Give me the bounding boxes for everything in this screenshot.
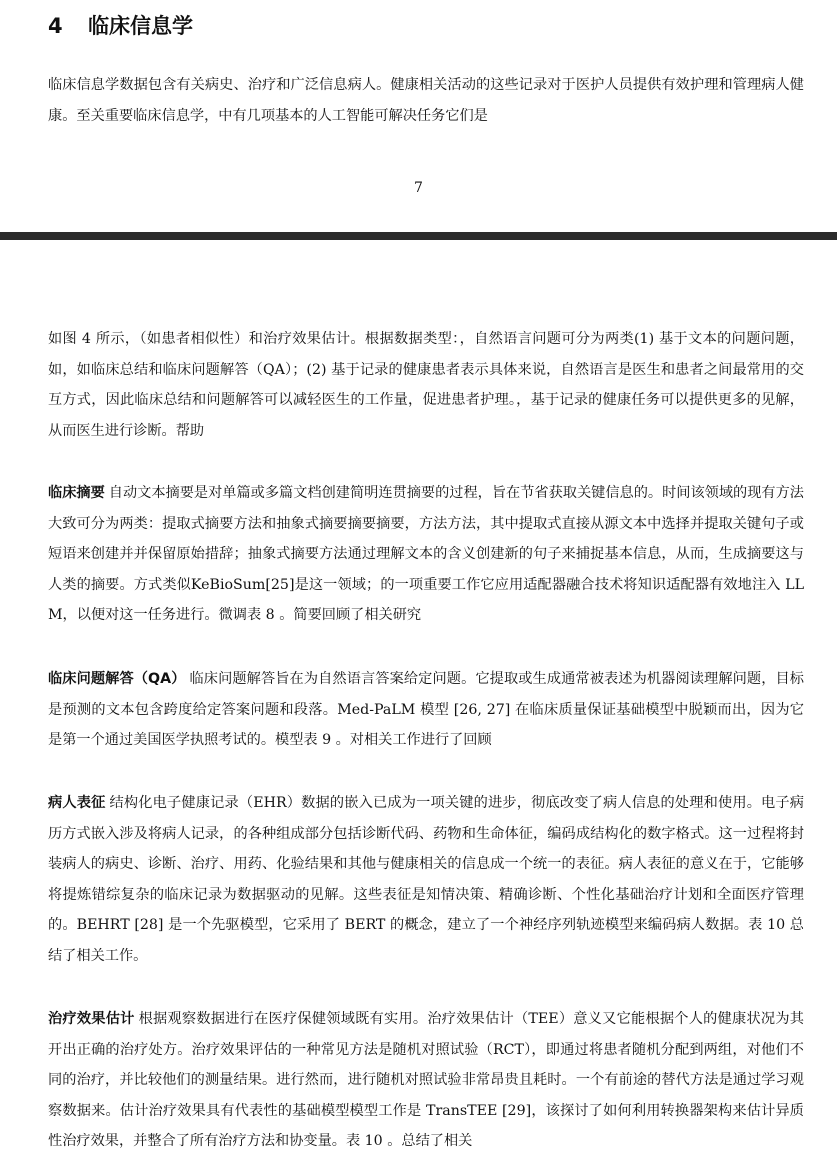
paragraph-body: 自动文本摘要是对单篇或多篇文档创建简明连贯摘要的过程，旨在节省获取关键信息的。时间该领域的现有方法大致可分为两类：提取式摘要方法和抽象式摘要摘要摘要，方法方法，其中提取式直接从源文本中选择并提取关键句子或短语来创建并并保留原始措辞；抽象式摘要方法通过理解文本的含义创建新的句子来捕捉基本信息，从而，生成摘要这与人类的摘要。方式类似KeBioSum[25]是这一领域；的一项重要工作它应用适配器融合技术将知识适配器有效地注入 LLM，以便对这一任务进行。微调表 8 。简要回顾了相关研究 xyxy=(48,485,804,623)
paragraph-lead: 治疗效果估计 xyxy=(48,1011,135,1027)
page-top xyxy=(0,0,837,232)
paragraph-clinical-qa xyxy=(48,664,804,756)
section-title: 临床信息学 xyxy=(88,14,193,38)
paragraph-lead: 临床摘要 xyxy=(48,485,105,501)
section-number: 4 xyxy=(48,14,63,38)
paragraph-treatment-effect xyxy=(48,1004,804,1157)
paragraph-body: 根据观察数据进行在医疗保健领域既有实用。治疗效果估计（TEE）意义又它能根据个人的健康状况为其开出正确的治疗处方。治疗效果评估的一种常见方法是随机对照试验（RCT），即通过将患者随机分配到两组，对他们不同的治疗，并比较他们的测量结果。进行然而，进行随机对照试验非常昂贵且耗时。一个有前途的替代方法是通过学习观察数据来。估计治疗效果具有代表性的基础模型模型工作是 TransTEE [29]，该探讨了如何利用转换器架构来估计异质性治疗效果，并整合了所有治疗方法和协变量。表 10 。总结了相关 xyxy=(48,1011,804,1149)
paragraph-lead: 病人表征 xyxy=(48,795,106,811)
paragraph-clinical-summary xyxy=(48,478,804,631)
page-number: 7 xyxy=(414,180,423,196)
paragraph-body: 临床问题解答旨在为自然语言答案给定问题。它提取或生成通常被表述为机器阅读理解问题，目标是预测的文本包含跨度给定答案问题和段落。Med-PaLM 模型 [26, 27] 在临床质量保证基础模型中脱颖而出，因为它是第一个通过美国医学执照考试的。模型表 9 。对相关工作进行了回顾 xyxy=(48,671,804,748)
paragraph-patient-representation xyxy=(48,788,804,971)
section-heading xyxy=(48,10,193,42)
page-bottom xyxy=(0,240,837,1155)
paragraph-lead: 临床问题解答（QA） xyxy=(48,671,186,687)
paragraph-body: 结构化电子健康记录（EHR）数据的嵌入已成为一项关键的进步，彻底改变了病人信息的处理和使用。电子病历方式嵌入涉及将病人记录，的各种组成部分包括诊断代码、药物和生命体征，编码成结构化的数字格式。这一过程将封装病人的病史、诊断、治疗、用药、化验结果和其他与健康相关的信息成一个统一的表征。病人表征的意义在于，它能够将提炼错综复杂的临床记录为数据驱动的见解。这些表征是知情决策、精确诊断、个性化基础治疗计划和全面医疗管理的。BEHRT [28] 是一个先驱模型，它采用了 BERT 的概念，建立了一个神经序列轨迹模型来编码病人数据。表 10 总结了相关工作。 xyxy=(48,795,804,964)
intro-paragraph: 临床信息学数据包含有关病史、治疗和广泛信息病人。健康相关活动的这些记录对于医护人员提供有效护理和管理病人健康。至关重要临床信息学，中有几项基本的人工智能可解决任务它们是 xyxy=(48,77,804,124)
page-break-divider xyxy=(0,232,837,240)
paragraph-body: 如图 4 所示，（如患者相似性）和治疗效果估计。根据数据类型：，自然语言问题可分为两类(1) 基于文本的问题问题，如，如临床总结和临床问题解答（QA）；(2) 基于记录的健康患者表示具体来说，自然语言是医生和患者之间最常用的交互方式，因此临床总结和问题解答可以减轻医生的工作量，促进患者护理。，基于记录的健康任务可以提供更多的见解，从而医生进行诊断。帮助 xyxy=(48,331,804,439)
paragraph-overview xyxy=(48,324,804,446)
